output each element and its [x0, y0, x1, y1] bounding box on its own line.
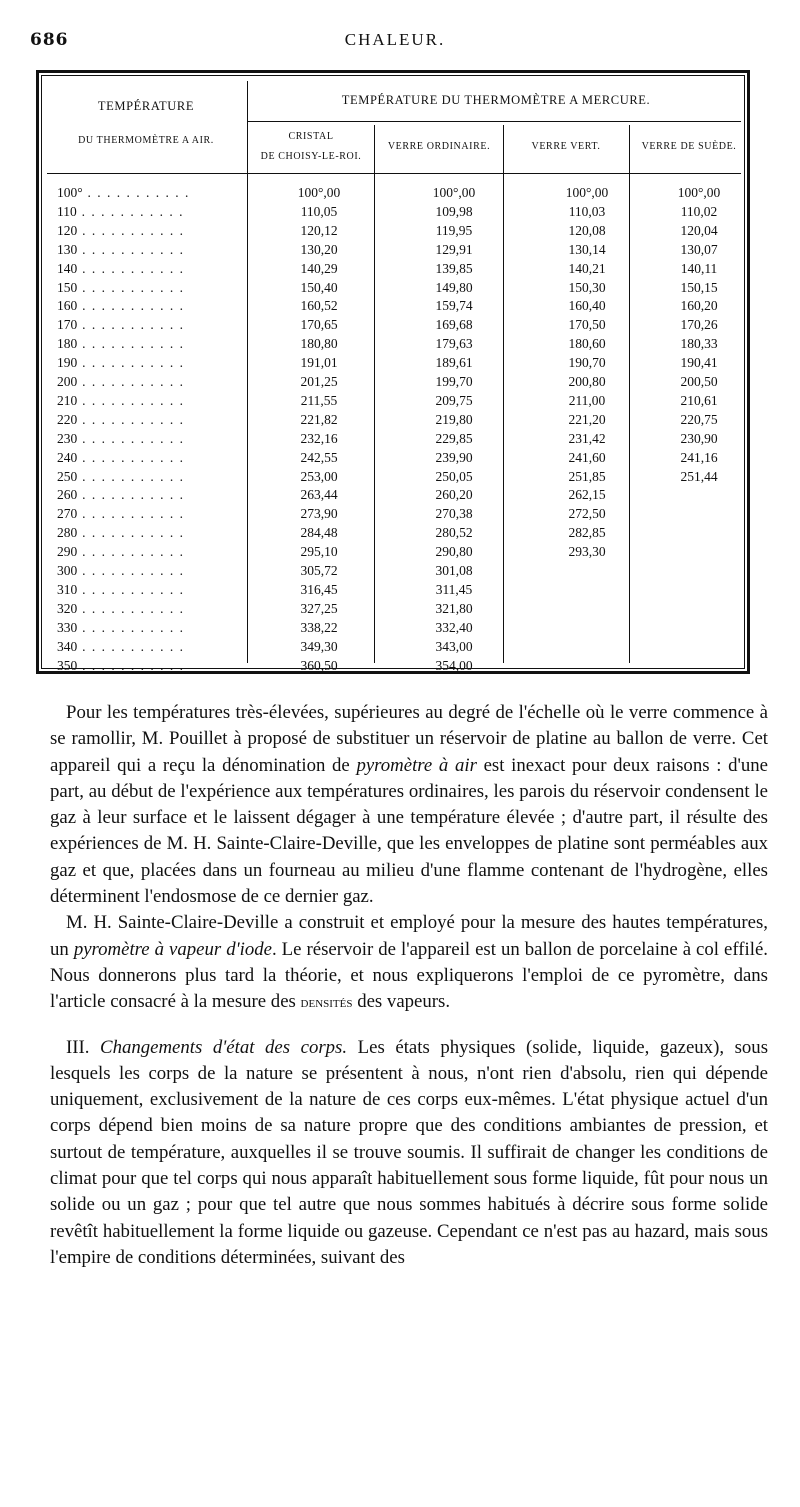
col2-header: VERRE ORDINAIRE. — [387, 141, 491, 152]
table-row — [39, 431, 747, 449]
table-row — [39, 204, 747, 222]
verre-suede-cell: 230,90 — [680, 430, 718, 446]
air-temp-cell: 270 . . . — [57, 506, 185, 522]
cristal-cell: 295,10 — [300, 544, 338, 560]
verre-vert-cell: 262,15 — [568, 487, 606, 503]
italic-term: pyromètre à vapeur d'iode — [73, 938, 272, 960]
verre-suede-cell: 110,02 — [680, 203, 718, 219]
group-header-rule — [247, 121, 741, 122]
verre-ordinaire-cell: 149,80 — [435, 279, 473, 295]
verre-suede-cell: 140,11 — [680, 260, 718, 276]
air-temp-cell: 190 . . . — [57, 355, 185, 371]
table-row — [39, 393, 747, 411]
cristal-cell: 316,45 — [300, 581, 338, 597]
cristal-cell: 191,01 — [300, 355, 338, 371]
air-temp-cell: 310 . . . — [57, 582, 185, 598]
table-row — [39, 261, 747, 279]
col1-header-line2: DE CHOISY-LE-ROI. — [260, 151, 362, 162]
cristal-cell: 232,16 — [300, 430, 338, 446]
table-row — [39, 469, 747, 487]
verre-ordinaire-cell: 280,52 — [435, 525, 473, 541]
air-temp-cell: 170 . . . — [57, 317, 185, 333]
text-run: M. H. Sainte-Claire-Deville a construit et employé pour la mesure des hautes températures, un — [50, 912, 768, 960]
table-row — [39, 412, 747, 430]
verre-vert-cell: 241,60 — [568, 449, 606, 465]
verre-vert-cell: 231,42 — [568, 430, 606, 446]
cristal-cell: 263,44 — [300, 487, 338, 503]
air-temp-cell: 300 . . . — [57, 563, 185, 579]
col1-header-line1: CRISTAL — [288, 131, 334, 142]
body-text — [50, 700, 768, 1271]
cristal-cell: 100°,00 — [297, 185, 341, 200]
table-row — [39, 563, 747, 581]
verre-vert-cell: 293,30 — [568, 544, 606, 560]
cristal-cell: 211,55 — [300, 392, 338, 408]
running-title: CHALEUR. — [344, 30, 446, 49]
verre-vert-cell: 180,60 — [568, 336, 606, 352]
italic-term: pyromètre à air — [356, 754, 477, 776]
verre-ordinaire-cell: 250,05 — [435, 468, 473, 484]
verre-vert-cell: 282,85 — [568, 525, 606, 541]
paragraph-pyrometre-air — [50, 700, 768, 910]
verre-suede-cell: 210,61 — [680, 392, 718, 408]
table-row — [39, 223, 747, 241]
table-row — [39, 355, 747, 373]
verre-vert-cell: 110,03 — [568, 203, 606, 219]
table-row — [39, 639, 747, 657]
cristal-cell: 338,22 — [300, 619, 338, 635]
table-row — [39, 544, 747, 562]
air-temp-cell: 290 . . . — [57, 544, 185, 560]
air-temp-cell: 100° . . . — [57, 185, 190, 201]
text-run: est inexact pour deux raisons : d'une part, au début de l'expérience aux températures ordinaires, les parois du réservoir condensent le gaz à leur surface et le laissent dégager à une température élevée ; d'autre part, il résulte des expériences de M. H. Sainte-Claire-Deville, que les enveloppes de platine sont perméables aux gaz et que, placées dans un fourneau au milieu d'une flamme contenant de l'hydrogène, elles déterminent l'endosmose de ce dernier gaz. — [50, 754, 768, 908]
verre-ordinaire-cell: 199,70 — [435, 374, 473, 389]
verre-ordinaire-cell: 139,85 — [435, 260, 473, 276]
small-caps-term: densités — [300, 994, 353, 1012]
verre-ordinaire-cell: 219,80 — [435, 411, 473, 427]
verre-ordinaire-cell: 159,74 — [435, 298, 473, 314]
text-run: Pour les températures très-élevées, supérieures au degré de l'échelle où le verre commence à se ramollir, M. Pouillet à proposé de substituer un réservoir de platine au ballon de verre. Cet appareil qui a reçu la dénomination de — [50, 702, 768, 776]
col4-header: VERRE DE SUÈDE. — [641, 141, 737, 152]
cristal-cell: 120,12 — [300, 222, 338, 238]
section-number: III. — [66, 1036, 101, 1058]
cristal-cell: 360,50 — [300, 657, 338, 673]
verre-ordinaire-cell: 270,38 — [435, 506, 473, 522]
verre-vert-cell: 170,50 — [568, 317, 606, 333]
verre-ordinaire-cell: 179,63 — [435, 336, 473, 352]
verre-suede-cell: 170,26 — [680, 317, 718, 333]
cristal-cell: 160,52 — [300, 298, 338, 314]
air-temp-cell: 240 . . . — [57, 450, 185, 466]
page-header — [30, 30, 760, 60]
verre-ordinaire-cell: 260,20 — [435, 487, 473, 503]
table-row — [39, 658, 747, 676]
verre-ordinaire-cell: 354,00 — [435, 657, 473, 673]
cristal-cell: 305,72 — [300, 563, 338, 578]
cristal-cell: 201,25 — [300, 374, 338, 389]
text-run: . Le réservoir de l'appareil est un ballon de porcelaine à col effilé. Nous donnerons plus tard la théorie, et nous expliquerons l'emploi de ce pyromètre, dans l'article consacré à la mesure des — [50, 938, 768, 1013]
verre-suede-cell: 160,20 — [680, 298, 718, 314]
air-temp-cell: 350 . . . — [57, 658, 185, 674]
verre-vert-cell: 160,40 — [568, 298, 606, 314]
air-temp-cell: 110 . . . — [57, 204, 184, 220]
verre-ordinaire-cell: 343,00 — [435, 638, 473, 654]
verre-ordinaire-cell: 209,75 — [435, 392, 473, 408]
air-temp-cell: 150 . . . — [57, 280, 185, 296]
col3-header: VERRE VERT. — [531, 141, 601, 152]
cristal-cell: 140,29 — [300, 260, 338, 276]
cristal-cell: 110,05 — [300, 203, 338, 219]
verre-vert-cell: 190,70 — [568, 355, 606, 371]
table-row — [39, 620, 747, 638]
verre-suede-cell: 100°,00 — [677, 185, 721, 200]
verre-vert-cell: 251,85 — [568, 468, 606, 484]
air-temp-cell: 250 . . . — [57, 469, 185, 485]
table-row — [39, 336, 747, 354]
air-temp-cell: 200 . . . — [57, 374, 185, 390]
verre-vert-cell: 120,08 — [568, 222, 606, 238]
table-row — [39, 374, 747, 392]
verre-ordinaire-cell: 189,61 — [435, 355, 473, 371]
group-title: TEMPÉRATURE DU THERMOMÈTRE A MERCURE. — [341, 93, 651, 107]
air-temp-cell: 130 . . . — [57, 242, 185, 258]
cristal-cell: 221,82 — [300, 411, 338, 427]
table-row — [39, 487, 747, 505]
verre-ordinaire-cell: 290,80 — [435, 544, 473, 560]
verre-ordinaire-cell: 321,80 — [435, 600, 473, 616]
col-air-title: TEMPÉRATURE — [97, 99, 195, 113]
verre-suede-cell: 251,44 — [680, 468, 718, 484]
verre-ordinaire-cell: 109,98 — [435, 203, 473, 219]
table-row — [39, 317, 747, 335]
text-run: Les états physiques (solide, liquide, gazeux), sous lesquels les corps de la nature se présentent à nous, n'ont rien d'absolu, rien qui dépende uniquement, exclusivement de la nature de ces corps eux-mêmes. L'état physique actuel d'un corps dépend bien moins de sa nature propre que des conditions ambiantes de pression, et surtout de température, auxquelles il se trouve soumis. Il suffirait de changer les conditions de climat pour que tel corps qui nous apparaît habituellement sous forme liquide, fût pour nous un solide ou un gaz ; pour que tel autre que nous sommes habitués à décrire sous forme solide revêtît habituellement la forme liquide ou gazeuse. Cependant ce n'est pas au hazard, mais sous l'empire de conditions déterminées, suivant des — [50, 1036, 768, 1268]
header-rule — [47, 173, 741, 174]
table-row — [39, 506, 747, 524]
air-temp-cell: 330 . . . — [57, 620, 185, 636]
cristal-cell: 130,20 — [300, 241, 338, 257]
verre-suede-cell: 241,16 — [680, 449, 718, 465]
cristal-cell: 349,30 — [300, 638, 338, 654]
verre-suede-cell: 190,41 — [680, 355, 718, 371]
verre-ordinaire-cell: 169,68 — [435, 317, 473, 333]
paragraph-changements-etat — [50, 1035, 768, 1272]
temperature-table — [36, 70, 750, 674]
verre-ordinaire-cell: 229,85 — [435, 430, 473, 446]
verre-vert-cell: 150,30 — [568, 279, 606, 295]
verre-vert-cell: 140,21 — [568, 260, 606, 276]
cristal-cell: 150,40 — [300, 279, 338, 295]
verre-vert-cell: 211,00 — [568, 392, 606, 408]
verre-ordinaire-cell: 119,95 — [435, 222, 473, 238]
air-temp-cell: 220 . . . — [57, 412, 185, 428]
verre-ordinaire-cell: 100°,00 — [432, 185, 476, 200]
table-row — [39, 450, 747, 468]
verre-ordinaire-cell: 239,90 — [435, 449, 473, 465]
text-run: des vapeurs. — [352, 991, 451, 1013]
table-row — [39, 582, 747, 600]
cristal-cell: 327,25 — [300, 600, 338, 616]
table-row — [39, 185, 747, 203]
air-temp-cell: 260 . . . — [57, 487, 185, 503]
air-temp-cell: 320 . . . — [57, 601, 185, 617]
verre-ordinaire-cell: 301,08 — [435, 563, 473, 578]
col-air-subtitle: DU THERMOMÈTRE A AIR. — [78, 135, 214, 146]
cristal-cell: 170,65 — [300, 317, 338, 333]
air-temp-cell: 120 . . . — [57, 223, 185, 239]
table-row — [39, 525, 747, 543]
cristal-cell: 273,90 — [300, 506, 338, 522]
air-temp-cell: 230 . . . — [57, 431, 185, 447]
verre-suede-cell: 120,04 — [680, 222, 718, 238]
cristal-cell: 284,48 — [300, 525, 338, 541]
air-temp-cell: 160 . . . — [57, 298, 185, 314]
air-temp-cell: 180 . . . — [57, 336, 185, 352]
verre-suede-cell: 220,75 — [680, 411, 718, 427]
verre-ordinaire-cell: 311,45 — [435, 581, 473, 597]
verre-vert-cell: 130,14 — [568, 241, 606, 257]
verre-ordinaire-cell: 332,40 — [435, 619, 473, 635]
verre-vert-cell: 200,80 — [568, 374, 606, 389]
cristal-cell: 242,55 — [300, 449, 338, 465]
verre-vert-cell: 272,50 — [568, 506, 606, 522]
page-number: 686 — [30, 30, 69, 50]
verre-suede-cell: 150,15 — [680, 279, 718, 295]
verre-suede-cell: 180,33 — [680, 336, 718, 352]
table-row — [39, 242, 747, 260]
section-title: Changements d'état des corps. — [100, 1036, 348, 1058]
verre-suede-cell: 130,07 — [680, 241, 718, 257]
verre-ordinaire-cell: 129,91 — [435, 241, 473, 257]
air-temp-cell: 210 . . . — [57, 393, 185, 409]
table-row — [39, 298, 747, 316]
air-temp-cell: 280 . . . — [57, 525, 185, 541]
air-temp-cell: 340 . . . — [57, 639, 185, 655]
verre-vert-cell: 100°,00 — [565, 185, 609, 200]
verre-vert-cell: 221,20 — [568, 411, 606, 427]
air-temp-cell: 140 . . . — [57, 261, 185, 277]
table-row — [39, 601, 747, 619]
table-row — [39, 280, 747, 298]
cristal-cell: 180,80 — [300, 336, 338, 352]
verre-suede-cell: 200,50 — [680, 374, 718, 389]
cristal-cell: 253,00 — [300, 468, 338, 484]
paragraph-pyrometre-iode — [50, 910, 768, 1016]
